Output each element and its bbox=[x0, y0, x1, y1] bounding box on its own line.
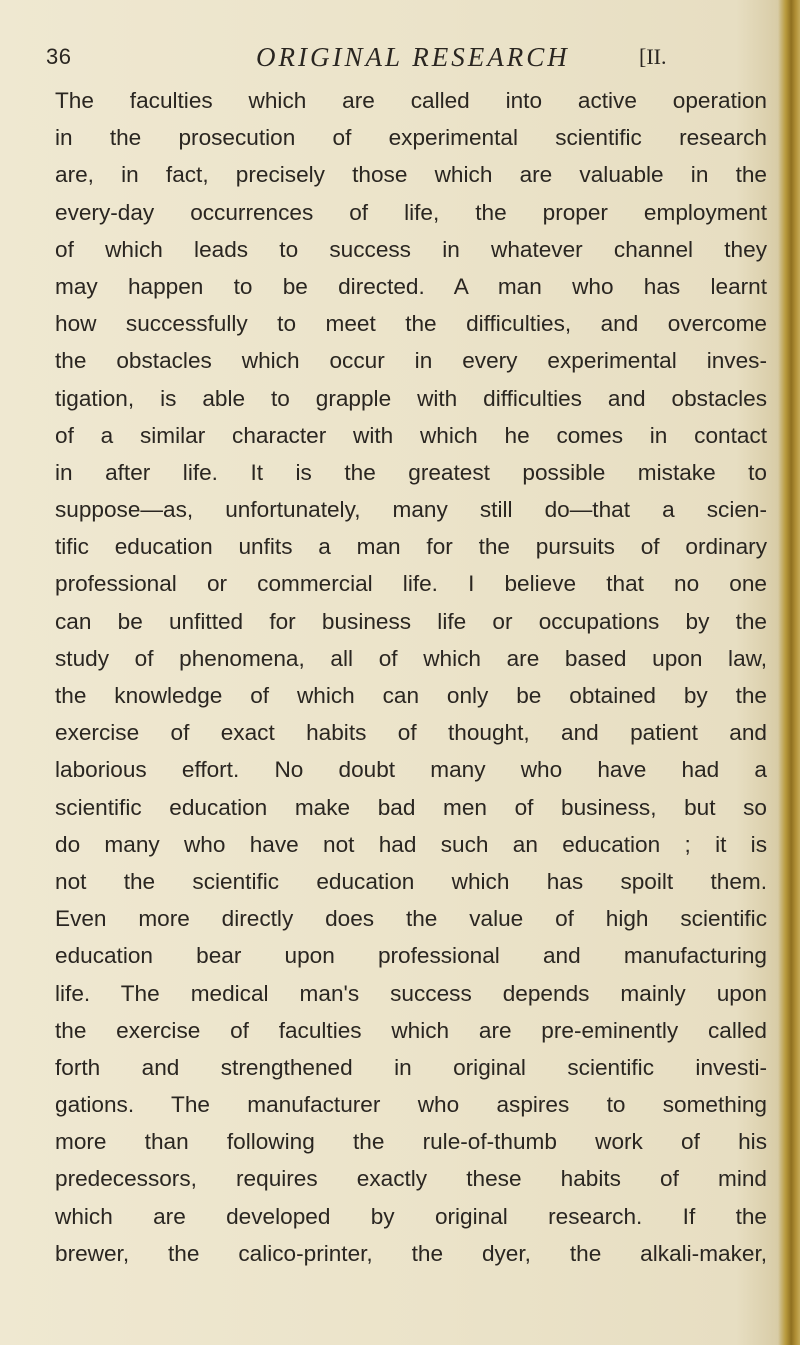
text-line: gations. The manufacturer who aspires to something bbox=[55, 1092, 767, 1118]
text-line: the knowledge of which can only be obtained by the bbox=[55, 683, 767, 708]
page-gutter-edge bbox=[778, 0, 800, 1345]
text-line: which are developed by original research. If the bbox=[55, 1203, 767, 1229]
text-line: brewer, the calico-printer, the dyer, the alkali-maker, bbox=[55, 1240, 767, 1266]
text-line: forth and strengthened in original scientific investi- bbox=[55, 1054, 767, 1080]
text-line: The faculties which are called into active operation bbox=[55, 88, 767, 113]
text-line: not the scientific education which has spoilt them. bbox=[55, 868, 767, 894]
text-line: laborious effort. No doubt many who have had a bbox=[55, 757, 767, 783]
text-line: may happen to be directed. A man who has learnt bbox=[55, 273, 767, 299]
running-title: ORIGINAL RESEARCH bbox=[256, 42, 570, 72]
text-line: study of phenomena, all of which are based upon law, bbox=[55, 645, 767, 671]
text-line: professional or commercial life. I believe that no one bbox=[55, 571, 767, 597]
text-line: suppose—as, unfortunately, many still do—that a scien- bbox=[55, 497, 767, 523]
text-line: education bear upon professional and manufacturing bbox=[55, 943, 767, 969]
text-line: the obstacles which occur in every experimental inves- bbox=[55, 348, 767, 374]
text-line: tific education unfits a man for the pursuits of ordinary bbox=[55, 534, 767, 560]
body-paragraph bbox=[55, 82, 767, 1272]
text-line: of a similar character with which he comes in contact bbox=[55, 422, 767, 448]
text-line: scientific education make bad men of business, but so bbox=[55, 794, 767, 820]
text-line: can be unfitted for business life or occupations by the bbox=[55, 608, 767, 634]
text-line: Even more directly does the value of high scientific bbox=[55, 906, 767, 932]
text-line: of which leads to success in whatever channel they bbox=[55, 236, 767, 262]
text-line: are, in fact, precisely those which are valuable in the bbox=[55, 162, 767, 188]
text-line: tigation, is able to grapple with difficulties and obstacles bbox=[55, 385, 767, 411]
page-header bbox=[46, 44, 746, 80]
text-line: exercise of exact habits of thought, and patient and bbox=[55, 720, 767, 746]
text-line: predecessors, requires exactly these habits of mind bbox=[55, 1166, 767, 1192]
text-line: every-day occurrences of life, the proper employment bbox=[55, 199, 767, 225]
text-line: in the prosecution of experimental scientific research bbox=[55, 125, 767, 151]
text-line: in after life. It is the greatest possible mistake to bbox=[55, 459, 767, 485]
text-line: do many who have not had such an education ; it is bbox=[55, 831, 767, 857]
section-mark: [II. bbox=[639, 44, 667, 69]
text-line: how successfully to meet the difficulties, and overcome bbox=[55, 311, 767, 337]
text-line: the exercise of faculties which are pre-eminently called bbox=[55, 1017, 767, 1043]
page-number: 36 bbox=[46, 44, 72, 69]
text-line: more than following the rule-of-thumb work of his bbox=[55, 1129, 767, 1155]
text-line: life. The medical man's success depends mainly upon bbox=[55, 980, 767, 1006]
